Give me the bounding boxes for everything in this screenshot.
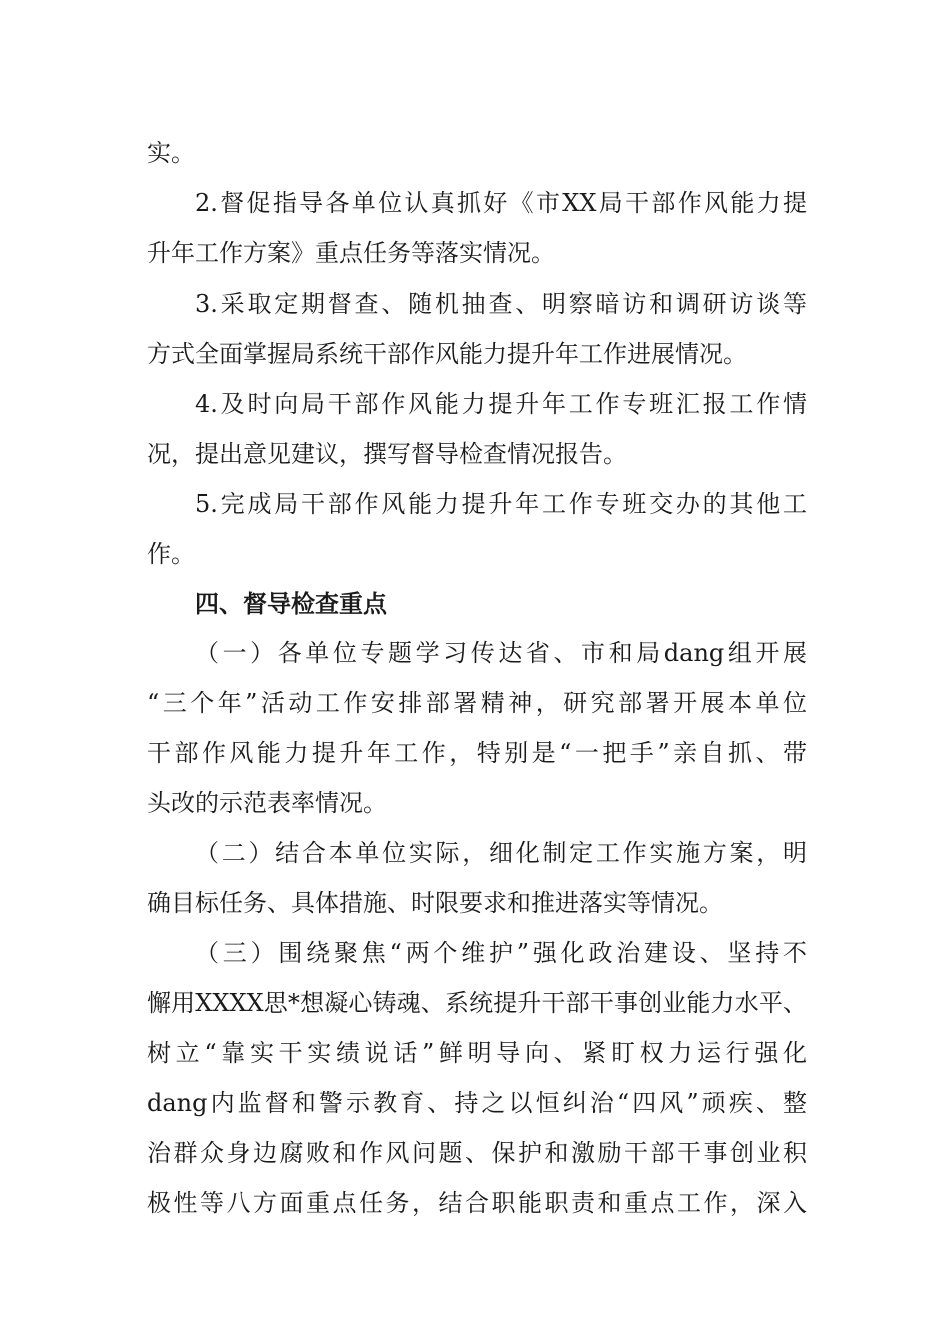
paragraph-line: 懈用XXXX思*想凝心铸魂、系统提升干部干事创业能力水平、 (147, 989, 807, 1017)
paragraph-line: 头改的示范表率情况。 (147, 789, 387, 817)
section-heading: 四、督导检查重点 (195, 590, 387, 618)
paragraph-line: 治群众身边腐败和作风问题、保护和激励干部干事创业积 (147, 1139, 807, 1167)
paragraph-line: 极性等八方面重点任务，结合职能职责和重点工作，深入 (147, 1189, 807, 1217)
paragraph-line: 确目标任务、具体措施、时限要求和推进落实等情况。 (147, 889, 723, 917)
paragraph-line: （一）各单位专题学习传达省、市和局dang组开展 (195, 639, 807, 667)
paragraph-line: 作。 (147, 540, 195, 568)
paragraph-line: “三个年”活动工作安排部署精神，研究部署开展本单位 (147, 689, 807, 717)
paragraph-line: 方式全面掌握局系统干部作风能力提升年工作进展情况。 (147, 340, 747, 368)
paragraph-line: 实。 (147, 139, 195, 167)
paragraph-line: 树立“靠实干实绩说话”鲜明导向、紧盯权力运行强化 (147, 1039, 807, 1067)
paragraph-line: （二）结合本单位实际，细化制定工作实施方案，明 (195, 839, 807, 867)
paragraph-line: 况，提出意见建议，撰写督导检查情况报告。 (147, 440, 627, 468)
paragraph-line: 3.采取定期督查、随机抽查、明察暗访和调研访谈等 (195, 290, 807, 318)
paragraph-line: 5.完成局干部作风能力提升年工作专班交办的其他工 (195, 490, 807, 518)
paragraph-line: 4.及时向局干部作风能力提升年工作专班汇报工作情 (195, 390, 807, 418)
paragraph-line: 升年工作方案》重点任务等落实情况。 (147, 239, 555, 267)
paragraph-line: （三）围绕聚焦“两个维护”强化政治建设、坚持不 (195, 939, 807, 967)
paragraph-line: 干部作风能力提升年工作，特别是“一把手”亲自抓、带 (147, 739, 807, 767)
paragraph-line: 2.督促指导各单位认真抓好《市XX局干部作风能力提 (195, 189, 807, 217)
paragraph-line: dang内监督和警示教育、持之以恒纠治“四风”顽疾、整 (147, 1089, 807, 1117)
